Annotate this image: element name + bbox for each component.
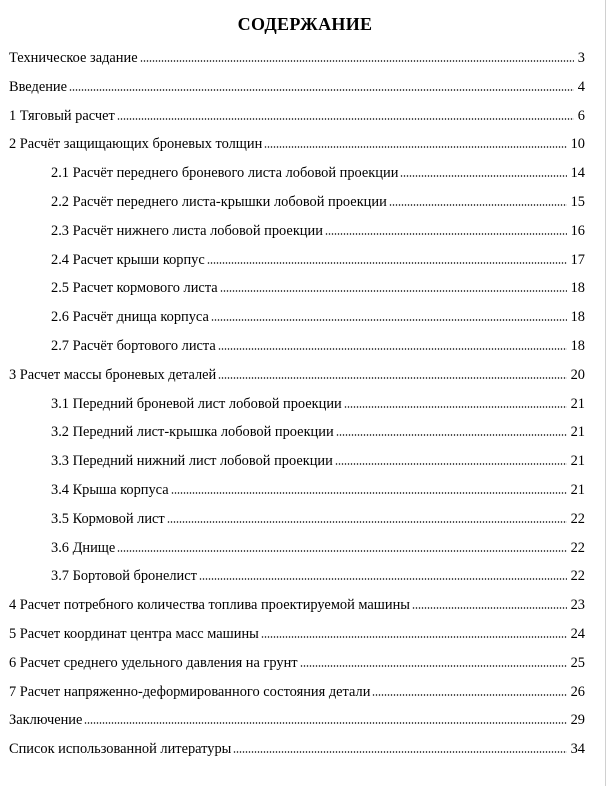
toc-entry-title: Введение [9, 78, 68, 95]
toc-entry [9, 358, 585, 384]
dot-leader [400, 174, 566, 178]
dot-leader [167, 520, 567, 524]
dot-leader [207, 261, 567, 265]
dot-leader [69, 88, 574, 92]
dot-leader [218, 376, 566, 380]
toc-page-number: 20 [570, 366, 585, 383]
dot-leader [372, 693, 566, 697]
page-edge-line [605, 0, 606, 786]
toc-entry [9, 617, 585, 643]
toc-subentry [51, 271, 585, 297]
dot-leader [84, 721, 566, 725]
toc-entry-title: Список использованной литературы [9, 741, 232, 758]
toc-page-number: 22 [570, 568, 585, 585]
toc-page-number: 26 [570, 683, 585, 700]
dot-leader [220, 289, 567, 293]
toc-title: СОДЕРЖАНИЕ [237, 14, 373, 34]
dot-leader [117, 117, 574, 121]
toc-entry-title: 5 Расчет координат центра масс машины [9, 626, 259, 642]
dot-leader [336, 433, 567, 437]
toc-entry-title: 2 Расчёт защищающих броневых толщин [9, 136, 263, 153]
toc-page-number: 34 [570, 741, 585, 758]
dot-leader [335, 462, 567, 466]
toc-entry-title: Заключение [9, 712, 83, 729]
toc-entry [9, 703, 585, 729]
dot-leader [300, 664, 567, 668]
toc-entry-title: 2.6 Расчёт днища корпуса [51, 309, 209, 326]
toc-entry-title: 2.3 Расчёт нижнего листа лобовой проекции [51, 222, 323, 239]
dot-leader [199, 577, 567, 581]
toc-entry [9, 99, 585, 125]
toc-entry-title: 3.1 Передний броневой лист лобовой проекции [51, 395, 342, 412]
dot-leader [261, 635, 567, 639]
toc-entry-title: 7 Расчет напряженно-деформированного состояния детали [9, 683, 371, 700]
dot-leader [325, 232, 567, 236]
toc-subentry [51, 243, 585, 269]
dot-leader [211, 318, 567, 322]
toc-subentry [51, 444, 585, 470]
dot-leader [218, 347, 567, 351]
toc-page-number: 22 [570, 510, 585, 527]
toc-page-number: 18 [570, 280, 585, 297]
toc-entry-title: 1 Тяговый расчет [9, 107, 115, 124]
toc-entry [9, 588, 585, 614]
toc-subentry [51, 559, 585, 585]
toc-page-number: 14 [570, 165, 585, 182]
toc-subentry [51, 531, 585, 557]
toc-entry-title: 3.6 Днище [51, 539, 116, 556]
toc-page-number: 15 [570, 194, 585, 210]
toc-page-number: 24 [570, 626, 585, 642]
toc-entry [9, 41, 585, 67]
toc-entry-title: 3.7 Бортовой бронелист [51, 568, 197, 585]
toc-entry-title: 6 Расчет среднего удельного давления на грунт [9, 654, 298, 671]
toc-entry-title: 3.4 Крыша корпуса [51, 482, 169, 498]
toc-page-number: 22 [570, 539, 585, 556]
toc-entry-title: 2.5 Расчет кормового листа [51, 280, 218, 297]
toc-page-number: 29 [570, 712, 585, 729]
toc-page-number: 21 [570, 482, 585, 498]
toc-entry [9, 646, 585, 672]
toc-entry-title: 3.5 Кормовой лист [51, 510, 165, 527]
toc-entry-title: 3.3 Передний нижний лист лобовой проекции [51, 453, 333, 470]
toc-page-number: 23 [570, 597, 585, 614]
toc-entry-title: 4 Расчет потребного количества топлива проектируемой машины [9, 597, 410, 614]
toc-page-number: 21 [570, 453, 585, 470]
toc-entry [9, 675, 585, 701]
dot-leader [171, 491, 567, 495]
dot-leader [233, 750, 566, 754]
toc-page-number: 18 [570, 309, 585, 326]
toc-entry [9, 70, 585, 96]
dot-leader [140, 59, 574, 63]
toc-page-number: 10 [570, 136, 585, 153]
dot-leader [264, 145, 566, 149]
toc-entry [9, 127, 585, 153]
toc-subentry [51, 300, 585, 326]
toc-page-number: 18 [570, 338, 585, 354]
toc-page-number: 3 [577, 50, 585, 66]
toc-subentry [51, 415, 585, 441]
toc-entry-title: 2.4 Расчет крыши корпус [51, 251, 205, 268]
dot-leader [389, 203, 567, 207]
toc-subentry [51, 329, 585, 355]
toc-subentry [51, 185, 585, 211]
toc-page-number: 17 [570, 251, 585, 268]
dot-leader [412, 606, 567, 610]
toc-page-number: 21 [570, 395, 585, 412]
toc-entry-title: 2.2 Расчёт переднего листа-крышки лобовой проекции [51, 194, 387, 210]
toc-entry-title: 2.1 Расчёт переднего броневого листа лобовой проекции [51, 165, 399, 182]
toc-entry-title: 3 Расчет массы броневых деталей [9, 366, 217, 383]
toc-page-number: 21 [570, 424, 585, 441]
toc-entry-title: Техническое задание [9, 50, 138, 66]
toc-page-number: 6 [577, 107, 585, 124]
dot-leader [117, 549, 566, 553]
toc-subentry [51, 214, 585, 240]
toc-page-number: 25 [570, 654, 585, 671]
toc-subentry [51, 387, 585, 413]
toc-subentry [51, 473, 585, 499]
toc-entry-title: 2.7 Расчёт бортового листа [51, 338, 216, 354]
toc-subentry [51, 502, 585, 528]
toc-page-number: 4 [577, 78, 585, 95]
toc-entry-title: 3.2 Передний лист-крышка лобовой проекции [51, 424, 334, 441]
toc-subentry [51, 156, 585, 182]
toc-entry [9, 732, 585, 758]
dot-leader [344, 405, 567, 409]
toc-page-number: 16 [570, 222, 585, 239]
